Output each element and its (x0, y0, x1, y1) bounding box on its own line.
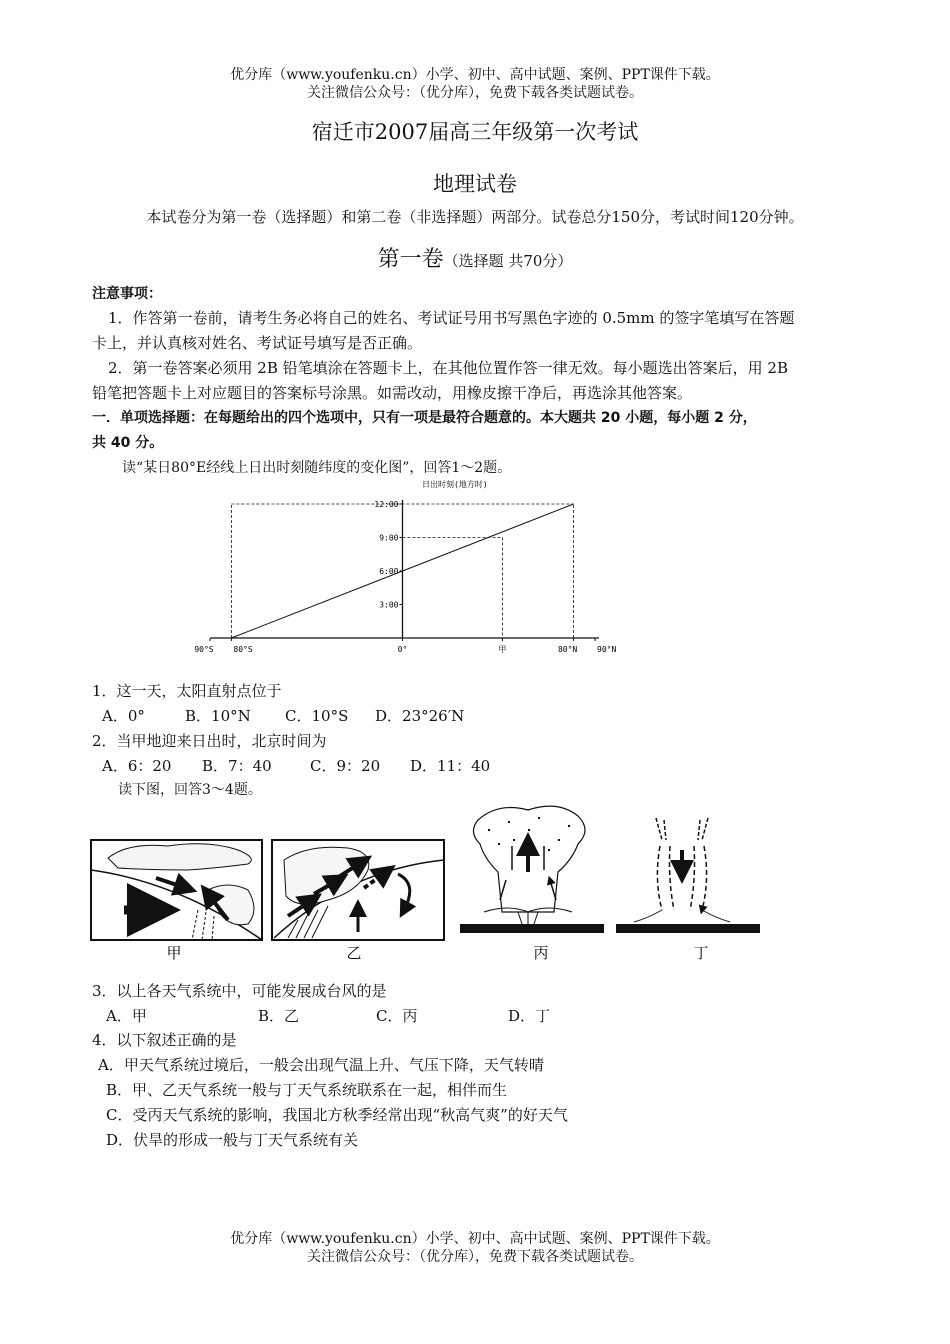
part-title: 第一卷 (377, 247, 444, 272)
figure2-label-ding: 丁 (693, 944, 709, 962)
chart-y-tick-label: 6:00 (379, 567, 399, 576)
chart-x-tick-label: 80°S (233, 645, 253, 654)
q2-option-c: C．9：20 (310, 757, 381, 775)
front-yi-diagram (272, 840, 444, 940)
chart-x-tick-label: 90°S (194, 645, 214, 654)
sunrise-chart (190, 476, 640, 662)
q2-stem: 2．当甲地迎来日出时，北京时间为 (92, 732, 327, 750)
q4-option-c: C．受丙天气系统的影响，我国北方秋季经常出现“秋高气爽”的好天气 (106, 1106, 568, 1124)
exam-title: 宿迁市2007届高三年级第一次考试 (311, 120, 639, 144)
chart-y-tick-label: 3:00 (379, 600, 399, 610)
notice-item2-line1: 2．第一卷答案必须用 2B 铅笔填涂在答题卡上，在其他位置作答一律无效。每小题选出答案后，用 2B (108, 359, 788, 377)
figure2-label-bing: 丙 (533, 944, 549, 962)
chart-x-tick-label: 80°N (557, 645, 578, 654)
header-line-1: 优分库（www.youfenku.cn）小学、初中、高中试题、案例、PPT课件下载。 (230, 67, 720, 83)
notice-heading: 注意事项： (92, 286, 162, 302)
q3-stem: 3．以上各天气系统中，可能发展成台风的是 (92, 982, 387, 1000)
notice-item1-line1: 1．作答第一卷前，请考生务必将自己的姓名、考试证号用书写黑色字迹的 0.5mm 的签字笔填写在答题 (108, 309, 795, 327)
chart-title: 日出时刻(地方时) (422, 480, 488, 489)
q3-option-d: D．丁 (508, 1007, 551, 1025)
chart-y-tick-label: 9:00 (379, 533, 399, 543)
chart-x-tick-label: 0° (397, 645, 408, 654)
q1-intro: 读“某日80°E经线上日出时刻随纬度的变化图”，回答1～2题。 (122, 460, 512, 476)
section1-heading-line2: 共 40 分。 (92, 435, 164, 451)
q2-option-d: D．11：40 (410, 757, 491, 775)
q4-option-d: D．伏旱的形成一般与丁天气系统有关 (106, 1131, 359, 1149)
exam-intro: 本试卷分为第一卷（选择题）和第二卷（非选择题）两部分。试卷总分150分，考试时间120分钟。 (146, 208, 804, 226)
figure2-label-jia: 甲 (166, 944, 182, 962)
part-subtitle: （选择题 共70分） (443, 252, 573, 270)
q1-option-b: B．10°N (185, 707, 251, 725)
part-heading (0, 242, 950, 273)
q4-option-a: A．甲天气系统过境后，一般会出现气温上升、气压下降，天气转晴 (98, 1056, 544, 1074)
q3-option-a: A．甲 (106, 1007, 147, 1025)
q1-option-a: A．0° (102, 707, 145, 725)
q2-option-b: B．7：40 (202, 757, 272, 775)
q3-option-c: C．丙 (376, 1007, 418, 1025)
chart-x-tick-label: 甲 (498, 645, 507, 654)
q1-option-d: D．23°26′N (375, 707, 465, 725)
cyclone-bing-diagram (460, 806, 604, 933)
q2-option-a: A．6：20 (102, 757, 172, 775)
q1-stem: 1．这一天，太阳直射点位于 (92, 682, 282, 700)
notice-item2-line2: 铅笔把答题卡上对应题目的答案标号涂黑。如需改动，用橡皮擦干净后，再选涂其他答案。 (92, 384, 693, 402)
q4-option-b: B．甲、乙天气系统一般与丁天气系统联系在一起，相伴而生 (106, 1081, 508, 1099)
anticyclone-ding-diagram (616, 818, 760, 933)
weather-systems-figure (88, 800, 768, 965)
exam-subject: 地理试卷 (433, 172, 517, 196)
figure2-label-yi: 乙 (346, 944, 362, 962)
footer-line-2: 关注微信公众号：（优分库），免费下载各类试题试卷。 (307, 1249, 643, 1265)
chart-x-tick-label: 90°N (597, 645, 617, 654)
chart-y-tick-label: 12:00 (374, 500, 399, 509)
q4-stem: 4．以下叙述正确的是 (92, 1031, 237, 1049)
footer-line-1: 优分库（www.youfenku.cn）小学、初中、高中试题、案例、PPT课件下载。 (230, 1231, 720, 1247)
q3-option-b: B．乙 (258, 1007, 300, 1025)
header-line-2: 关注微信公众号：（优分库），免费下载各类试题试卷。 (307, 85, 643, 101)
q3-intro: 读下图，回答3～4题。 (118, 782, 262, 798)
front-jia-diagram (91, 840, 262, 940)
notice-item1-line2: 卡上，并认真核对姓名、考试证号填写是否正确。 (92, 334, 423, 352)
q1-option-c: C．10°S (285, 707, 349, 725)
section1-heading-line1: 一．单项选择题：在每题给出的四个选项中，只有一项是最符合题意的。本大题共 20 小题，每小题 2 分， (92, 410, 757, 426)
